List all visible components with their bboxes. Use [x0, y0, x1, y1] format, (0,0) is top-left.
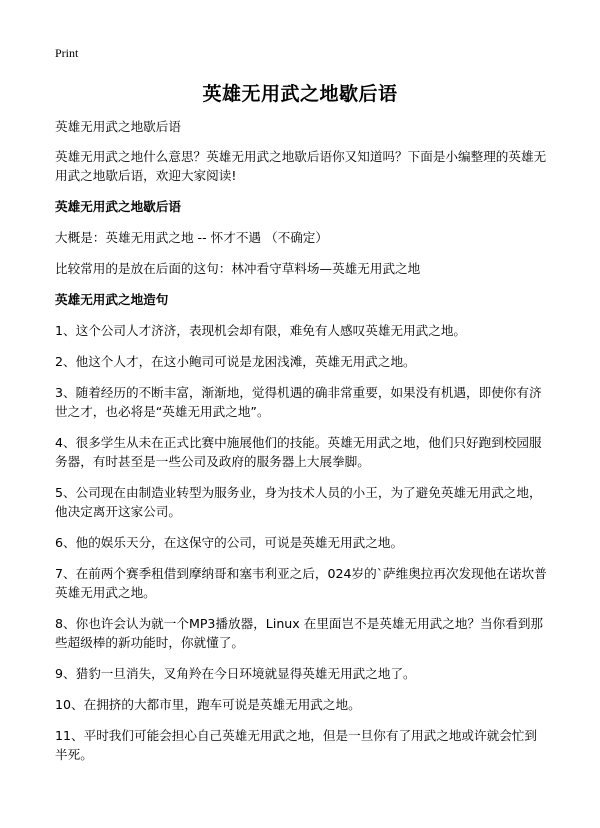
section1-paragraph: 比较常用的是放在后面的这句：林冲看守草料场—英雄无用武之地 — [55, 261, 421, 276]
example-sentence: 8、你也许会认为就一个MP3播放器，Linux 在里面岂不是英雄无用武之地？当你看到那些超级棒的新功能时，你就懂了。 — [55, 616, 544, 650]
subtitle-text: 英雄无用武之地歇后语 — [55, 119, 181, 134]
intro-paragraph: 英雄无用武之地什么意思？英雄无用武之地歇后语你又知道吗？下面是小编整理的英雄无用武之地歇后语，欢迎大家阅读! — [55, 149, 547, 183]
section1-paragraph: 大概是：英雄无用武之地 -- 怀才不遇 （不确定） — [55, 230, 328, 245]
example-sentence: 2、他这个人才，在这小鲍司可说是龙困浅滩，英雄无用武之地。 — [55, 354, 416, 369]
example-sentence: 9、猎豹一旦消失，叉角羚在今日环境就显得英雄无用武之地了。 — [55, 666, 416, 681]
section-heading-zaoju: 英雄无用武之地造句 — [55, 292, 169, 307]
page-title: 英雄无用武之地歇后语 — [202, 83, 398, 105]
print-link[interactable]: Print — [55, 46, 79, 60]
example-sentence: 5、公司现在由制造业转型为服务业，身为技术人员的小王，为了避免英雄无用武之地，他决定离开这家公司。 — [55, 485, 542, 519]
example-sentence: 6、他的娱乐天分，在这保守的公司，可说是英雄无用武之地。 — [55, 535, 404, 550]
example-sentence: 4、很多学生从未在正式比赛中施展他们的技能。英雄无用武之地，他们只好跑到校园服务器，有时甚至是一些公司及政府的服务器上大展拳脚。 — [55, 435, 542, 469]
section-heading-xiehouyu: 英雄无用武之地歇后语 — [55, 199, 181, 214]
example-sentence: 7、在前两个赛季租借到摩纳哥和塞韦利亚之后，024岁的`萨维奥拉再次发现他在诺坎普英雄无用武之地。 — [55, 566, 547, 600]
example-sentence: 10、在拥挤的大都市里，跑车可说是英雄无用武之地。 — [55, 697, 361, 712]
example-sentence: 11、平时我们可能会担心自己英雄无用武之地，但是一旦你有了用武之地或许就会忙到半死。 — [55, 728, 537, 762]
example-sentence: 1、这个公司人才济济，表现机会却有限，难免有人感叹英雄无用武之地。 — [55, 323, 467, 338]
example-sentence: 3、随着经历的不断丰富，渐渐地，觉得机遇的确非常重要，如果没有机遇，即使你有济世之才，也必将是“英雄无用武之地”。 — [55, 385, 542, 419]
article-body — [55, 117, 549, 776]
